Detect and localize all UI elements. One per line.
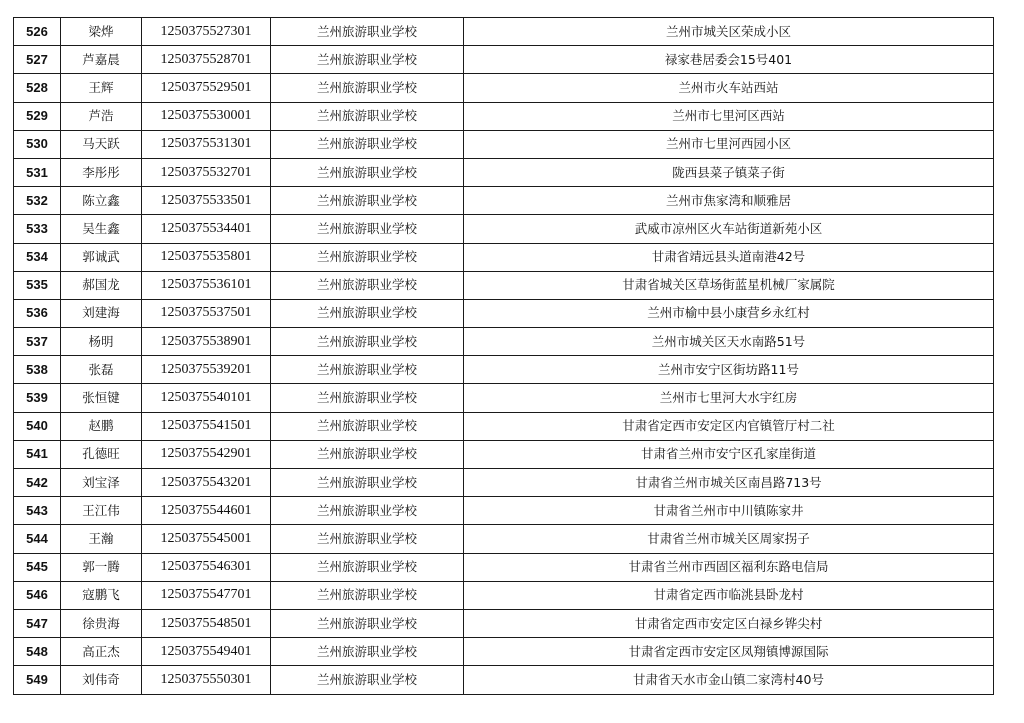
- row-number-cell: 545: [14, 553, 61, 581]
- student-name-cell: 刘宝泽: [61, 469, 142, 497]
- address-cell: 甘肃省城关区草场街蓝星机械厂家属院: [464, 271, 994, 299]
- student-name-cell: 刘伟奇: [61, 666, 142, 694]
- row-number-cell: 541: [14, 440, 61, 468]
- student-name-cell: 王瀚: [61, 525, 142, 553]
- school-cell: 兰州旅游职业学校: [271, 243, 464, 271]
- table-row: [14, 356, 994, 384]
- student-name-cell: 郭一腾: [61, 553, 142, 581]
- address-cell: 兰州市七里河区西站: [464, 102, 994, 130]
- row-number-cell: 548: [14, 638, 61, 666]
- row-number-cell: 536: [14, 299, 61, 327]
- table-row: [14, 638, 994, 666]
- table-row: [14, 384, 994, 412]
- address-cell: 甘肃省靖远县头道南港42号: [464, 243, 994, 271]
- student-name-cell: 芦嘉晨: [61, 46, 142, 74]
- address-cell: 兰州市安宁区街坊路11号: [464, 356, 994, 384]
- student-id-cell: 1250375543201: [142, 469, 271, 497]
- student-name-cell: 寇鹏飞: [61, 581, 142, 609]
- row-number-cell: 537: [14, 328, 61, 356]
- row-number-cell: 539: [14, 384, 61, 412]
- school-cell: 兰州旅游职业学校: [271, 525, 464, 553]
- table-row: [14, 497, 994, 525]
- school-cell: 兰州旅游职业学校: [271, 553, 464, 581]
- address-cell: 甘肃省兰州市城关区南昌路713号: [464, 469, 994, 497]
- row-number-cell: 538: [14, 356, 61, 384]
- row-number-cell: 544: [14, 525, 61, 553]
- student-id-cell: 1250375535801: [142, 243, 271, 271]
- student-name-cell: 陈立鑫: [61, 187, 142, 215]
- school-cell: 兰州旅游职业学校: [271, 356, 464, 384]
- table-row: [14, 469, 994, 497]
- student-id-cell: 1250375542901: [142, 440, 271, 468]
- row-number-cell: 530: [14, 130, 61, 158]
- student-id-cell: 1250375530001: [142, 102, 271, 130]
- school-cell: 兰州旅游职业学校: [271, 384, 464, 412]
- address-cell: 甘肃省兰州市安宁区孔家崖街道: [464, 440, 994, 468]
- table-row: [14, 271, 994, 299]
- table-row: [14, 243, 994, 271]
- student-name-cell: 芦浩: [61, 102, 142, 130]
- school-cell: 兰州旅游职业学校: [271, 638, 464, 666]
- student-id-cell: 1250375547701: [142, 581, 271, 609]
- table-row: [14, 609, 994, 637]
- school-cell: 兰州旅游职业学校: [271, 299, 464, 327]
- student-name-cell: 赵鹏: [61, 412, 142, 440]
- table-row: [14, 525, 994, 553]
- table-row: [14, 299, 994, 327]
- table-row: [14, 46, 994, 74]
- row-number-cell: 531: [14, 158, 61, 186]
- student-name-cell: 张磊: [61, 356, 142, 384]
- student-name-cell: 孔德旺: [61, 440, 142, 468]
- school-cell: 兰州旅游职业学校: [271, 215, 464, 243]
- student-id-cell: 1250375546301: [142, 553, 271, 581]
- table-row: [14, 581, 994, 609]
- table-row: [14, 74, 994, 102]
- student-id-cell: 1250375533501: [142, 187, 271, 215]
- student-name-cell: 刘建海: [61, 299, 142, 327]
- student-id-cell: 1250375527301: [142, 18, 271, 46]
- address-cell: 甘肃省定西市安定区白禄乡铧尖村: [464, 609, 994, 637]
- school-cell: 兰州旅游职业学校: [271, 469, 464, 497]
- student-id-cell: 1250375549401: [142, 638, 271, 666]
- table-row: [14, 130, 994, 158]
- school-cell: 兰州旅游职业学校: [271, 46, 464, 74]
- school-cell: 兰州旅游职业学校: [271, 130, 464, 158]
- student-id-cell: 1250375545001: [142, 525, 271, 553]
- table-row: [14, 666, 994, 694]
- school-cell: 兰州旅游职业学校: [271, 271, 464, 299]
- address-cell: 甘肃省定西市临洮县卧龙村: [464, 581, 994, 609]
- student-id-cell: 1250375544601: [142, 497, 271, 525]
- school-cell: 兰州旅游职业学校: [271, 18, 464, 46]
- table-row: [14, 412, 994, 440]
- row-number-cell: 532: [14, 187, 61, 215]
- student-name-cell: 高正杰: [61, 638, 142, 666]
- address-cell: 兰州市榆中县小康营乡永红村: [464, 299, 994, 327]
- address-cell: 甘肃省定西市安定区内官镇管厅村二社: [464, 412, 994, 440]
- student-name-cell: 杨明: [61, 328, 142, 356]
- table-row: [14, 102, 994, 130]
- row-number-cell: 534: [14, 243, 61, 271]
- table-row: [14, 215, 994, 243]
- student-id-cell: 1250375528701: [142, 46, 271, 74]
- student-name-cell: 马天跃: [61, 130, 142, 158]
- address-cell: 甘肃省天水市金山镇二家湾村40号: [464, 666, 994, 694]
- address-cell: 兰州市城关区荣成小区: [464, 18, 994, 46]
- address-cell: 兰州市七里河大水宇红房: [464, 384, 994, 412]
- table-row: [14, 18, 994, 46]
- row-number-cell: 546: [14, 581, 61, 609]
- row-number-cell: 543: [14, 497, 61, 525]
- address-cell: 甘肃省兰州市西固区福利东路电信局: [464, 553, 994, 581]
- address-cell: 武威市凉州区火车站街道新苑小区: [464, 215, 994, 243]
- address-cell: 甘肃省定西市安定区凤翔镇博源国际: [464, 638, 994, 666]
- row-number-cell: 528: [14, 74, 61, 102]
- student-name-cell: 郭诚武: [61, 243, 142, 271]
- school-cell: 兰州旅游职业学校: [271, 412, 464, 440]
- student-name-cell: 郝国龙: [61, 271, 142, 299]
- address-cell: 兰州市火车站西站: [464, 74, 994, 102]
- student-id-cell: 1250375534401: [142, 215, 271, 243]
- student-id-cell: 1250375538901: [142, 328, 271, 356]
- school-cell: 兰州旅游职业学校: [271, 609, 464, 637]
- student-table: [13, 17, 994, 695]
- row-number-cell: 526: [14, 18, 61, 46]
- school-cell: 兰州旅游职业学校: [271, 328, 464, 356]
- student-id-cell: 1250375537501: [142, 299, 271, 327]
- address-cell: 甘肃省兰州市中川镇陈家井: [464, 497, 994, 525]
- table-row: [14, 553, 994, 581]
- student-name-cell: 王江伟: [61, 497, 142, 525]
- school-cell: 兰州旅游职业学校: [271, 158, 464, 186]
- address-cell: 禄家巷居委会15号401: [464, 46, 994, 74]
- row-number-cell: 542: [14, 469, 61, 497]
- student-name-cell: 吴生鑫: [61, 215, 142, 243]
- school-cell: 兰州旅游职业学校: [271, 581, 464, 609]
- student-id-cell: 1250375532701: [142, 158, 271, 186]
- school-cell: 兰州旅游职业学校: [271, 497, 464, 525]
- school-cell: 兰州旅游职业学校: [271, 666, 464, 694]
- table-row: [14, 158, 994, 186]
- student-id-cell: 1250375548501: [142, 609, 271, 637]
- address-cell: 甘肃省兰州市城关区周家拐子: [464, 525, 994, 553]
- student-id-cell: 1250375536101: [142, 271, 271, 299]
- row-number-cell: 527: [14, 46, 61, 74]
- address-cell: 兰州市焦家湾和顺雅居: [464, 187, 994, 215]
- school-cell: 兰州旅游职业学校: [271, 187, 464, 215]
- student-name-cell: 王辉: [61, 74, 142, 102]
- row-number-cell: 533: [14, 215, 61, 243]
- student-id-cell: 1250375541501: [142, 412, 271, 440]
- table-row: [14, 328, 994, 356]
- row-number-cell: 540: [14, 412, 61, 440]
- address-cell: 兰州市城关区天水南路51号: [464, 328, 994, 356]
- student-id-cell: 1250375529501: [142, 74, 271, 102]
- row-number-cell: 547: [14, 609, 61, 637]
- student-id-cell: 1250375540101: [142, 384, 271, 412]
- row-number-cell: 535: [14, 271, 61, 299]
- address-cell: 兰州市七里河西园小区: [464, 130, 994, 158]
- student-name-cell: 徐贵海: [61, 609, 142, 637]
- student-name-cell: 梁烨: [61, 18, 142, 46]
- student-name-cell: 张恒键: [61, 384, 142, 412]
- school-cell: 兰州旅游职业学校: [271, 440, 464, 468]
- row-number-cell: 549: [14, 666, 61, 694]
- student-id-cell: 1250375539201: [142, 356, 271, 384]
- student-id-cell: 1250375531301: [142, 130, 271, 158]
- school-cell: 兰州旅游职业学校: [271, 102, 464, 130]
- student-name-cell: 李彤彤: [61, 158, 142, 186]
- school-cell: 兰州旅游职业学校: [271, 74, 464, 102]
- student-table-body: [14, 18, 994, 695]
- student-id-cell: 1250375550301: [142, 666, 271, 694]
- row-number-cell: 529: [14, 102, 61, 130]
- table-row: [14, 440, 994, 468]
- table-row: [14, 187, 994, 215]
- address-cell: 陇西县菜子镇菜子街: [464, 158, 994, 186]
